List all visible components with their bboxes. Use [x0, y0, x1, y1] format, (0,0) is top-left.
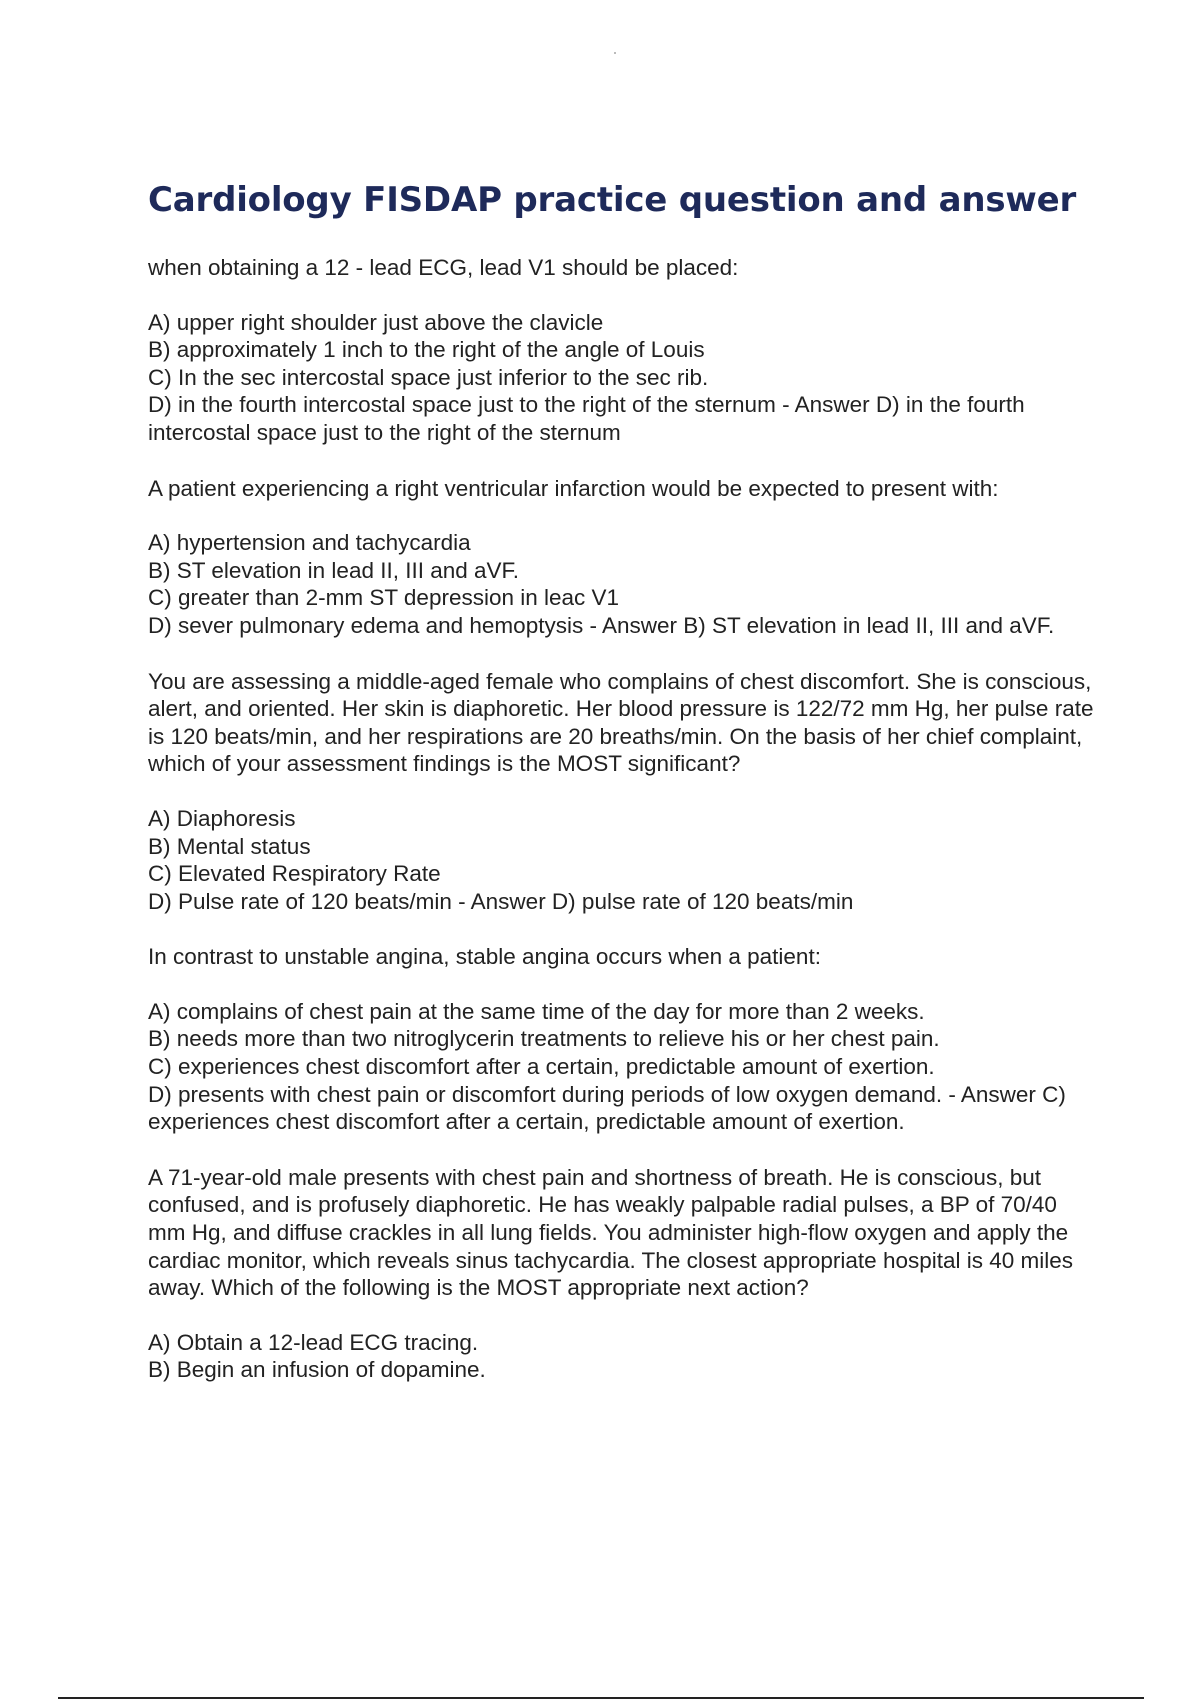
answer-option: B) Mental status: [148, 833, 311, 859]
answer-option: D) sever pulmonary edema and hemoptysis - Answer B) ST elevation in lead II, III and aVF.: [148, 612, 1055, 638]
answer-option: C) greater than 2-mm ST depression in leac V1: [148, 585, 620, 611]
answer-option: D) presents with chest pain or discomfort during periods of low oxygen demand. - Answer C) experiences chest discomfort after a certain, predictable amount of exertion.: [148, 1081, 1066, 1135]
answer-option: B) ST elevation in lead II, III and aVF.: [148, 557, 520, 583]
answer-option: C) experiences chest discomfort after a certain, predictable amount of exertion.: [148, 1054, 935, 1080]
question-text: A 71-year-old male presents with chest pain and shortness of breath. He is conscious, but confused, and is profusely diaphoretic. He has weakly palpable radial pulses, a BP of 70/40 mm Hg, and diffuse crackles in all lung fields. You administer high-flow oxygen and apply the cardiac monitor, which reveals sinus tachycardia. The closest appropriate hospital is 40 miles away. Which of the following is the MOST appropriate next action?: [148, 1164, 1074, 1301]
answer-option: A) complains of chest pain at the same time of the day for more than 2 weeks.: [148, 998, 925, 1024]
question-block: [148, 475, 1098, 640]
question-block: [148, 1164, 1098, 1384]
answer-option: B) approximately 1 inch to the right of the angle of Louis: [148, 337, 705, 363]
answer-option: C) In the sec intercostal space just inferior to the sec rib.: [148, 364, 709, 390]
answer-option: B) Begin an infusion of dopamine.: [148, 1357, 486, 1383]
page-bottom-rule: [58, 1697, 1144, 1699]
question-block: [148, 254, 1098, 447]
answer-option: D) Pulse rate of 120 beats/min - Answer D) pulse rate of 120 beats/min: [148, 888, 854, 914]
answer-option: B) needs more than two nitroglycerin treatments to relieve his or her chest pain.: [148, 1026, 940, 1052]
answer-option: A) hypertension and tachycardia: [148, 530, 471, 556]
answer-option: C) Elevated Respiratory Rate: [148, 861, 441, 887]
answer-option: A) upper right shoulder just above the clavicle: [148, 309, 604, 335]
answer-option: A) Diaphoresis: [148, 805, 296, 831]
question-text: In contrast to unstable angina, stable angina occurs when a patient:: [148, 944, 821, 970]
question-text: when obtaining a 12 - lead ECG, lead V1 should be placed:: [148, 255, 739, 280]
question-list: [148, 254, 1098, 1412]
page-title: Cardiology FISDAP practice question and answer: [148, 180, 1077, 220]
answer-option: A) Obtain a 12-lead ECG tracing.: [148, 1329, 479, 1355]
scan-speck: [614, 52, 616, 54]
question-block: [148, 668, 1098, 916]
question-text: A patient experiencing a right ventricular infarction would be expected to present with:: [148, 475, 999, 501]
question-block: [148, 943, 1098, 1136]
question-text: You are assessing a middle-aged female who complains of chest discomfort. She is conscious, alert, and oriented. Her skin is diaphoretic. Her blood pressure is 122/72 mm Hg, her pulse rate is 120 beats/min, and her respirations are 20 breaths/min. On the basis of her chief complaint, which of your assessment findings is the MOST significant?: [148, 668, 1094, 777]
answer-option: D) in the fourth intercostal space just to the right of the sternum - Answer D) in the fourth intercostal space just to the right of the sternum: [148, 392, 1025, 445]
